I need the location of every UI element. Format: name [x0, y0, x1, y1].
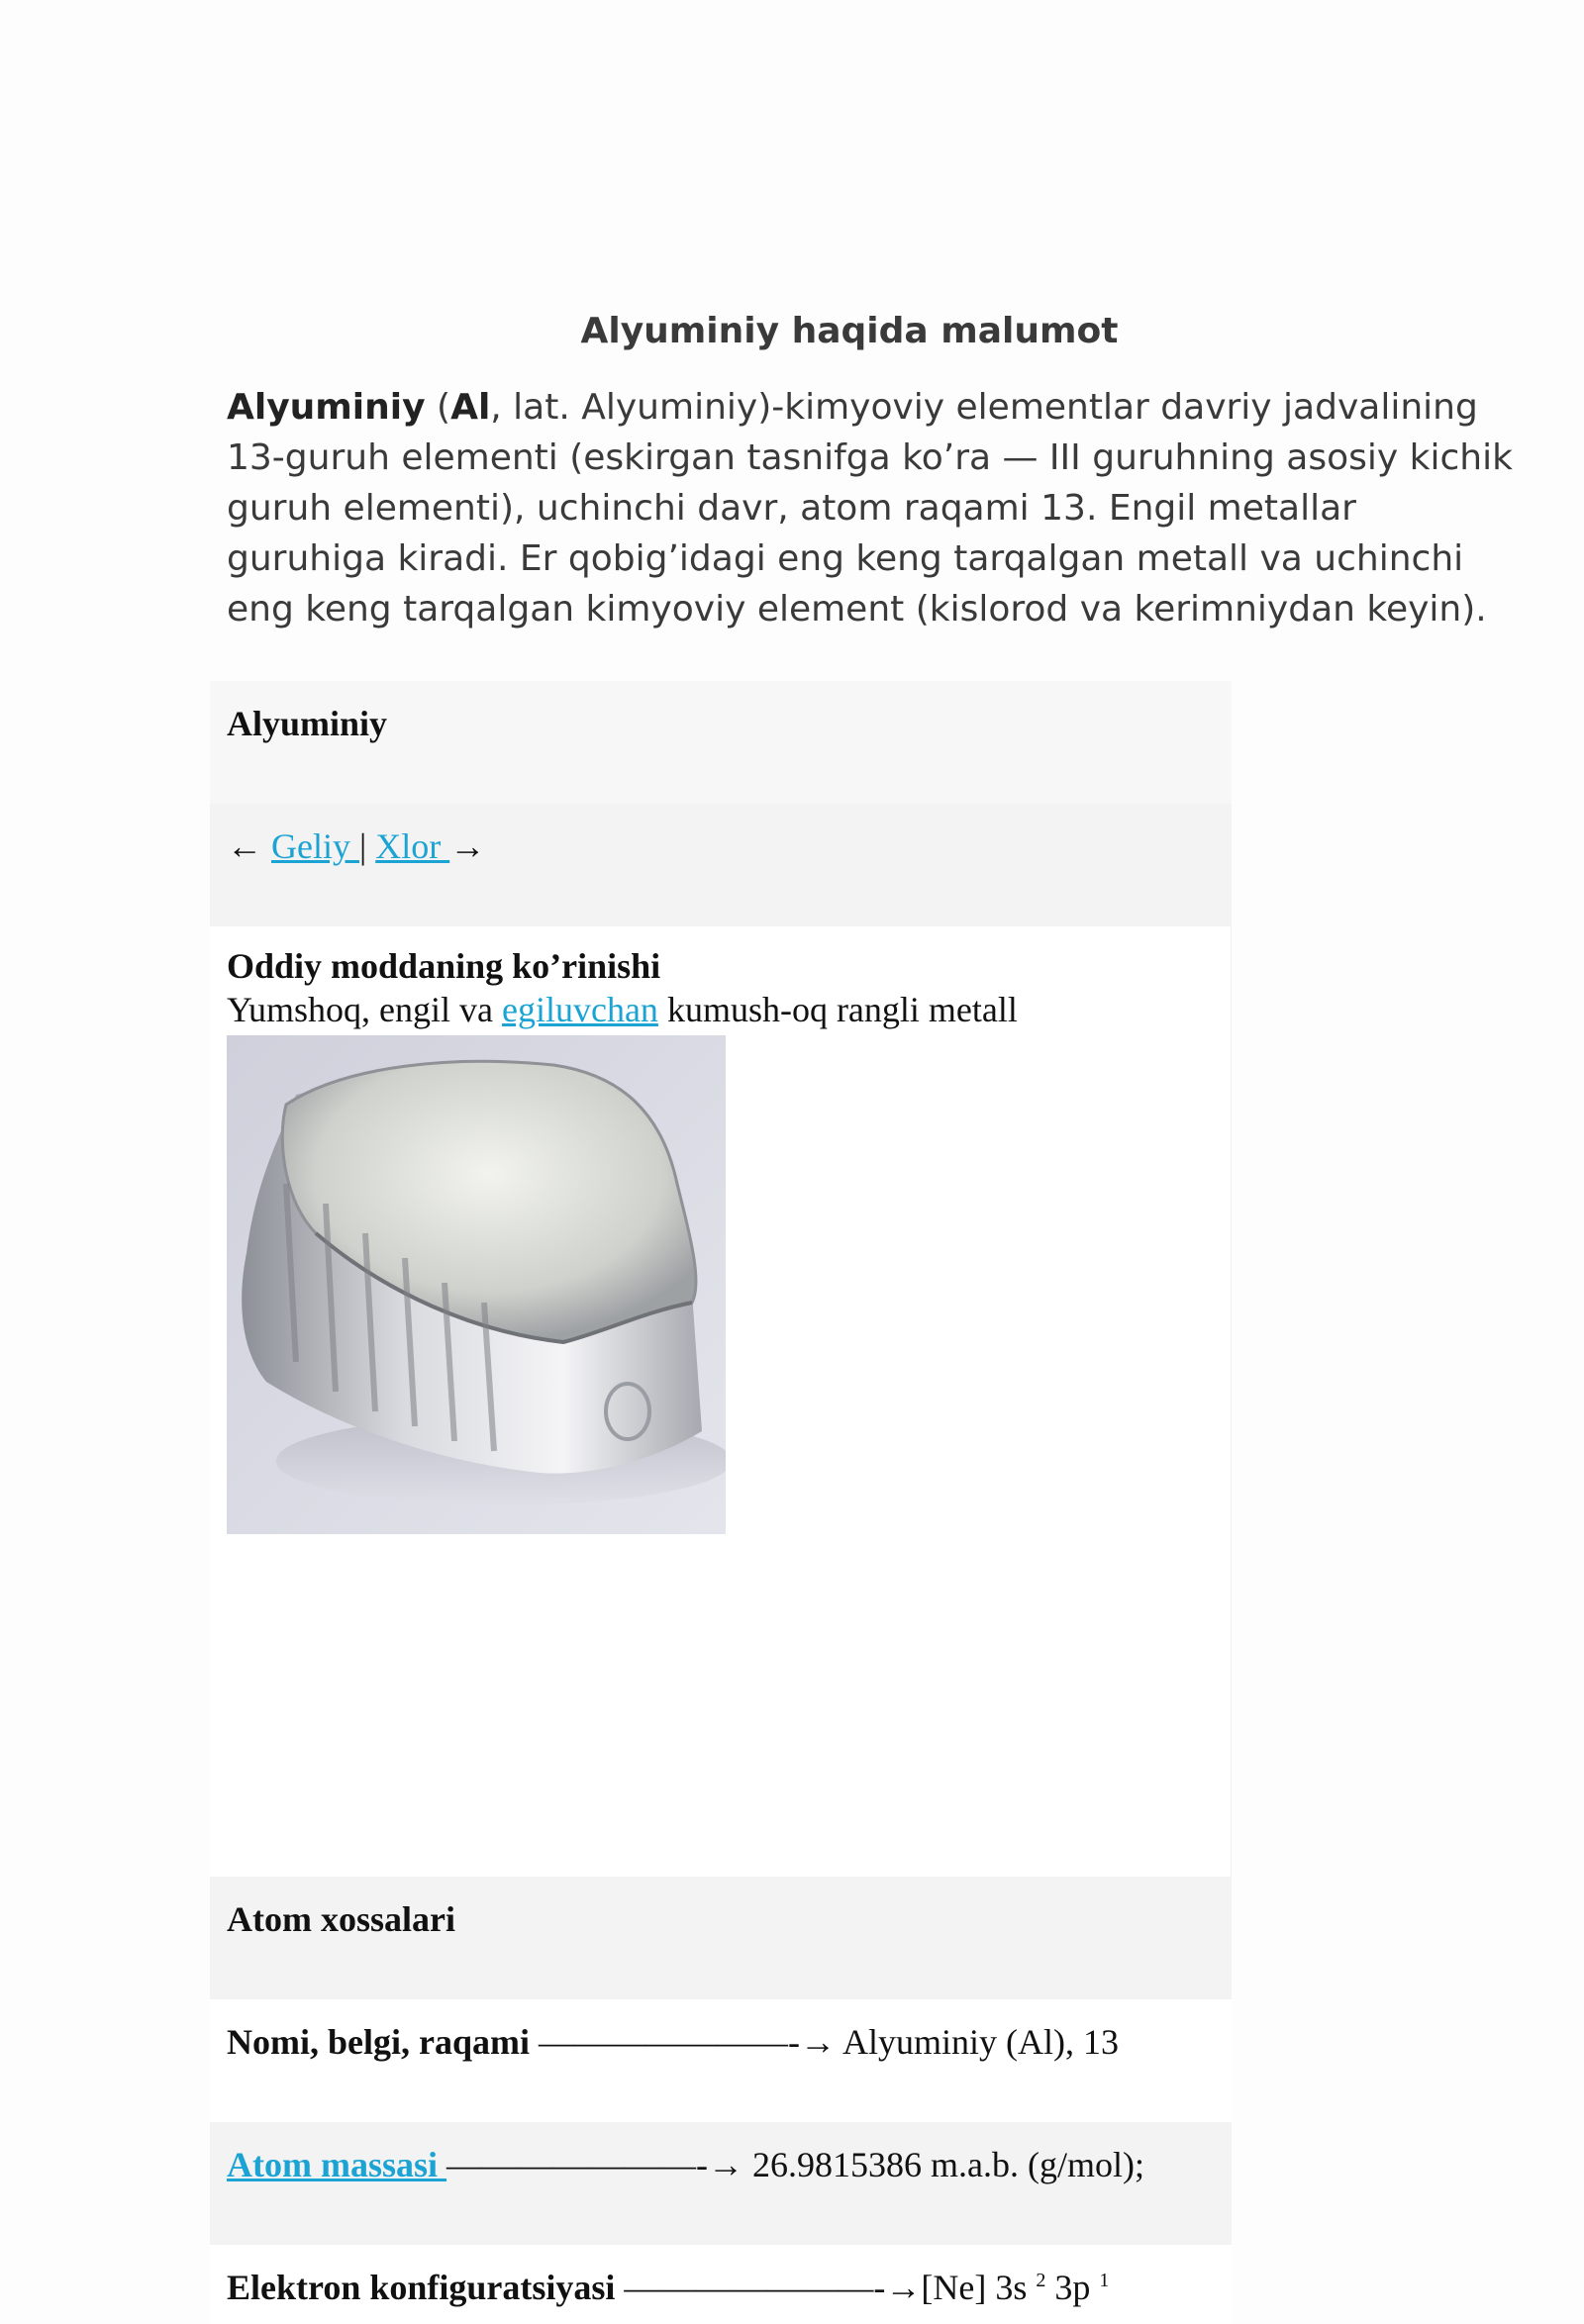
- name-symbol-number-row: [210, 1999, 1232, 2122]
- atom-properties-heading-row: [210, 1877, 1232, 1999]
- infobox-title-row: [210, 681, 1232, 804]
- nav-left-arrow: ←: [227, 826, 262, 866]
- infobox-nav-row: [210, 804, 1232, 926]
- appearance-text-before: Yumshoq, engil va: [227, 990, 502, 1029]
- element-infobox: [210, 681, 1232, 2324]
- config-base: [Ne] 3s: [921, 2268, 1037, 2307]
- atomic-mass-label: Atom massasi: [227, 2145, 446, 2184]
- infobox-element-name: Alyuminiy: [227, 704, 388, 743]
- config-mid: 3p: [1045, 2268, 1100, 2307]
- egiluvchan-link[interactable]: egiluvchan: [501, 990, 658, 1029]
- document-title: Alyuminiy haqida malumot: [580, 311, 1119, 351]
- name-row-value: Alyuminiy (Al), 13: [842, 2022, 1119, 2062]
- appearance-heading: Oddiy moddaning ko’rinishi: [227, 946, 661, 986]
- appearance-text-after: kumush-oq rangli metall: [657, 990, 1018, 1029]
- nav-separator: |: [358, 826, 367, 866]
- nav-right-arrow: →: [449, 826, 486, 866]
- aluminium-ingot-icon: [227, 1035, 726, 1534]
- config-row-arrow: ———————-→: [615, 2268, 922, 2307]
- name-row-arrow: ———————-→: [529, 2022, 842, 2062]
- nav-next-link[interactable]: Xlor: [375, 826, 450, 866]
- appearance-section: [210, 926, 1232, 1877]
- intro-rest: , lat. Alyuminiy)-kimyoviy elementlar davriy jadvalining 13-guruh elementi (eskirgan tasnifga ko’ra — III guruhning asosiy kichik guruh elementi), uchinchi davr, atom raqami 13. Engil metallar guruhiga kiradi. Er qobig’idagi eng keng tarqalgan metall va uchinchi eng keng tarqalgan kimyoviy element (kislorod va kerimniydan keyin).: [227, 387, 1513, 629]
- atomic-mass-link[interactable]: [227, 2145, 446, 2184]
- config-sup-2: 1: [1099, 2270, 1110, 2291]
- mass-row-arrow: ———————-→: [446, 2145, 752, 2184]
- nav-prev-link[interactable]: Geliy: [271, 826, 359, 866]
- aluminium-ingot-photo: [227, 1035, 726, 1534]
- appearance-description: [227, 988, 1214, 1031]
- intro-bold-symbol: Al: [450, 387, 491, 428]
- intro-open-paren: (: [425, 387, 451, 428]
- electron-configuration-label: Elektron konfiguratsiyasi: [227, 2268, 616, 2307]
- atom-properties-heading: Atom xossalari: [227, 1899, 455, 1939]
- electron-configuration-row: [210, 2245, 1232, 2324]
- mass-row-value: 26.9815386 m.a.b. (g/mol);: [752, 2145, 1144, 2184]
- name-symbol-number-label: Nomi, belgi, raqami: [227, 2022, 530, 2062]
- config-sup-1: 2: [1036, 2270, 1046, 2291]
- atomic-mass-row: [210, 2122, 1232, 2245]
- intro-bold-name: Alyuminiy: [227, 387, 426, 428]
- intro-paragraph: [227, 382, 1514, 634]
